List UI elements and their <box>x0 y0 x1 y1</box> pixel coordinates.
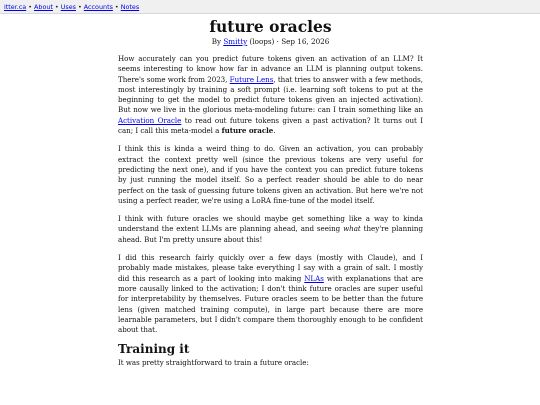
paragraph-caveats <box>118 253 423 335</box>
text-run: How accurately can you predict future tokens given an activation of an LLM? It seems interesting to know how far in advance an LLM is planning output tokens. There's some work from 2023, <box>118 54 423 84</box>
nav-link-accounts[interactable]: Accounts <box>83 3 113 11</box>
text-run: with explanations that are more causally linked to the activation; I don't think future oracles are super useful for interpretability by themselves. Future oracles seem to be better than the future lens (given matched training compute), in large part because there are more learnable parameters, but I didn't compare them thoroughly enough to be confident about that. <box>118 273 423 335</box>
byline-prefix: By <box>211 37 222 46</box>
text-run: , that tries to answer with a few methods, most interestingly by training a soft prompt (i.e. learning soft tokens to put at the beginning to get the model to predict future tokens given an injected activation). But now we live in the glorious meta-modeling future: can I train something like an <box>118 74 423 115</box>
text-run: I think with future oracles we should maybe get something like a way to kinda understand the extent LLMs are planning ahead, and seeing <box>118 214 423 234</box>
emphasis: what <box>343 224 361 234</box>
top-nav <box>0 0 540 14</box>
page-title: future oracles <box>209 17 332 36</box>
paragraph-intro <box>118 54 423 136</box>
nav-link-uses[interactable]: Uses <box>60 3 76 11</box>
bold-term: future oracle <box>221 126 274 136</box>
byline-meta: (loops) · Sep 16, 2026 <box>249 37 330 46</box>
byline <box>118 37 423 47</box>
paragraph-planning <box>118 214 423 245</box>
nlas-link[interactable]: NLAs <box>304 273 324 283</box>
text-run: they're planning ahead. But I'm pretty unsure about this! <box>118 224 423 244</box>
nav-separator: • <box>114 3 119 11</box>
article <box>118 17 423 369</box>
text-run: . <box>273 126 276 136</box>
nav-separator: • <box>77 3 82 11</box>
section-heading: Training it <box>118 342 190 357</box>
text-run: I did this research fairly quickly over a few days (mostly with Claude), and I probably made mistakes, please take everything I say with a grain of salt. I mostly did this research as a part of looking into making <box>118 253 423 283</box>
future-lens-link[interactable]: Future Lens <box>229 74 274 84</box>
nav-separator: • <box>28 3 33 11</box>
activation-oracle-link[interactable]: Activation Oracle <box>118 115 182 125</box>
nav-link-home[interactable]: itter.ca <box>4 3 27 11</box>
paragraph-training: It was pretty straightforward to train a future oracle: <box>118 358 309 368</box>
nav-separator: • <box>54 3 59 11</box>
author-link[interactable]: Smitty <box>223 37 248 46</box>
paragraph-weird: I think this is kinda a weird thing to do. Given an activation, you can probably extract the context pretty well (since the previous tokens are very useful for predicting the next one), and if you have the context you can predict future tokens by just running the model itself. So a perfect reader should be able to do near perfect on the task of guessing future tokens given an activation. But here we're not using a perfect reader, we're using a LoRA fine-tune of the model itself. <box>118 144 423 205</box>
nav-link-notes[interactable]: Notes <box>120 3 140 11</box>
text-run: to read out future tokens given a past activation? It turns out I can; I call this meta-model a <box>118 115 424 136</box>
nav-link-about[interactable]: About <box>34 3 53 11</box>
